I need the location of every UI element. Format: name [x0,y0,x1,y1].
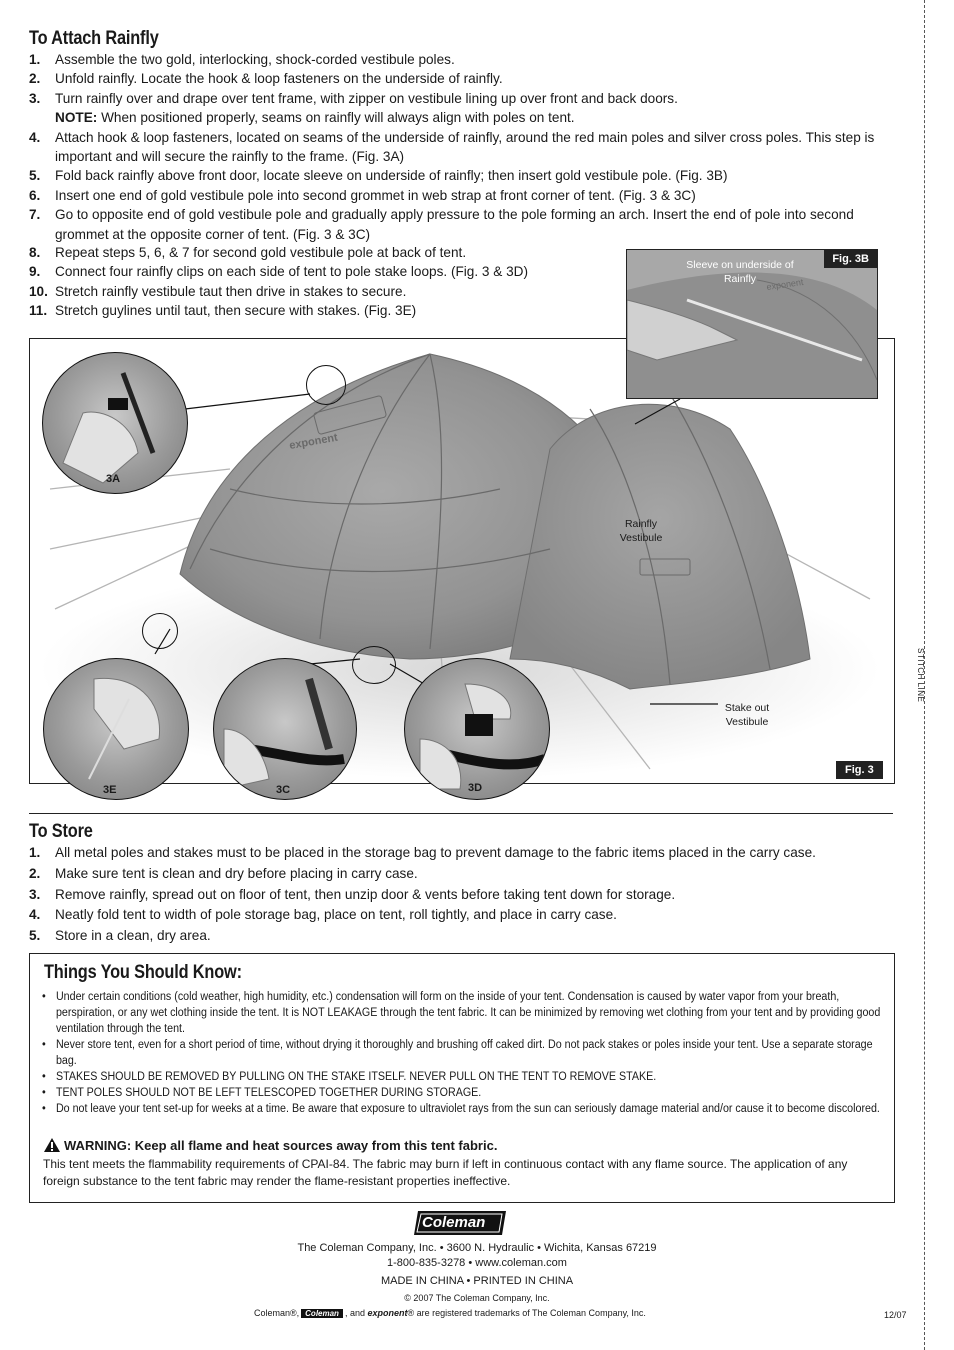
things-to-know-box [29,953,895,1203]
attach-step: 5. Fold back rainfly above front door, locate sleeve on underside of rainfly; then insert gold vestibule pole. (Fig. 3B) [29,168,728,184]
label-3e: 3E [103,784,117,796]
stake-out-vestibule-label: Stake out Vestibule [724,702,770,728]
detail-3e-photo [43,658,189,800]
attach-step: 11. Stretch guylines until taut, then secure with stakes. (Fig. 3E) [29,303,417,319]
list-item: • Do not leave your tent set-up for weeks at a time. Be aware that exposure to ultraviolet rays from the sun can seriously damage material and/or cause it to become discolored. [42,1103,880,1115]
callout-circle-3e [142,613,178,649]
fig-3b-caption: Sleeve on underside of Rainfly [686,259,794,285]
attach-step: 9. Connect four rainfly clips on each side of tent to pole stake loops. (Fig. 3 & 3D) [29,264,529,280]
footer-contact: 1-800-835-3278 • www.coleman.com [387,1257,567,1269]
list-item: • TENT POLES SHOULD NOT BE LEFT TELESCOPED TOGETHER DURING STORAGE. [42,1087,482,1099]
footer-date-code: 12/07 [884,1310,907,1320]
fig-3-tag: Fig. 3 [836,761,883,779]
stitch-line-label: STITCH LINE [916,648,925,703]
coleman-logo [412,1208,508,1238]
tent-brand-text-3b: exponent [765,276,804,292]
attach-step: 10. Stretch rainfly vestibule taut then drive in stakes to secure. [29,283,407,299]
things-to-know-title: Things You Should Know: [44,962,242,983]
things-to-know-list [42,989,884,1117]
store-steps [29,843,891,947]
tent-brand-text: exponent [288,431,339,452]
attach-step: 3. Turn rainfly over and drape over tent frame, with zipper on vestibule lining up over front and back doors. [29,90,678,106]
warning-icon [43,1137,61,1153]
warning-heading: WARNING: Keep all flame and heat sources away from this tent fabric. [43,1137,497,1153]
attach-step: 8. Repeat steps 5, 6, & 7 for second gold vestibule pole at back of tent. [29,245,467,260]
list-item: • Under certain conditions (cold weather, high humidity, etc.) condensation will form on the inside of your tent. Condensation is caused by water vapor from your breath, perspiration, or any wet clothing inside the tent. It is NOT LEAKAGE through the tent fabric. It can be minimized by removing wet clothing from your tent and by providing good ventilation through the tent. [42,991,881,1035]
section-divider [29,813,893,814]
callout-circle-3c [352,646,396,684]
footer-copyright: © 2007 The Coleman Company, Inc. [404,1293,550,1303]
detail-3d-photo [404,658,550,800]
list-item: • STAKES SHOULD BE REMOVED BY PULLING ON THE STAKE ITSELF. NEVER PULL ON THE TENT TO REMOVE STAKE. [42,1071,657,1083]
detail-3c-photo [213,658,357,800]
figure-3b-frame [626,249,878,399]
attach-step: 2. Unfold rainfly. Locate the hook & loop fasteners on the underside of rainfly. [29,71,503,87]
attach-title: To Attach Rainfly [29,28,159,49]
fig-3b-tag: Fig. 3B [824,250,877,268]
store-step: 5. Store in a clean, dry area. [29,928,211,944]
attach-step: 7. Go to opposite end of gold vestibule pole and gradually apply pressure to the pole forming an arch. Insert the end of pole into second grommet at the opposite corner of tent. (Fig. 3 & 3C) [29,207,854,242]
label-3c: 3C [276,784,291,796]
attach-step: 1. Assemble the two gold, interlocking, shock-corded vestibule poles. [29,52,455,67]
store-step: 2. Make sure tent is clean and dry before placing in carry case. [29,865,418,881]
label-3d: 3D [468,782,483,794]
store-step: 4. Neatly fold tent to width of pole storage bag, place on tent, roll tightly, and place in carry case. [29,907,617,923]
warning-text: This tent meets the flammability requirements of CPAI-84. The fabric may burn if left in continuous contact with any flame source. The application of any foreign substance to the tent fabric may render the flame-resistant properties ineffective. [43,1157,848,1188]
attach-step: 4. Attach hook & loop fasteners, located on seams of the underside of rainfly, around the red main poles and silver cross poles. This step is important and will secure the rainfly to the frame. (Fig. 3A) [29,129,875,165]
footer-trademarks: Coleman®, Coleman , and exponent ® are registered trademarks of The Coleman Company, Inc. [254,1308,646,1318]
label-3a: 3A [106,473,121,485]
store-step: 3. Remove rainfly, spread out on floor of tent, then unzip door & vents before taking tent down for storage. [29,886,676,902]
rainfly-vestibule-label: Rainfly Vestibule [619,518,663,544]
store-step: 1. All metal poles and stakes must to be placed in the storage bag to prevent damage to the fabric items placed in the carry case. [29,845,816,860]
callout-circle-3a [306,365,346,405]
attach-note: NOTE: When positioned properly, seams on rainfly will always align with poles on tent. [55,110,575,126]
coleman-logo-text: Coleman [422,1214,486,1231]
footer-address: The Coleman Company, Inc. • 3600 N. Hydraulic • Wichita, Kansas 67219 [297,1242,657,1254]
attach-steps-bottom [29,243,619,321]
attach-steps-top [29,50,885,244]
coleman-logo-small: Coleman [301,1309,343,1318]
footer-made-in: MADE IN CHINA • PRINTED IN CHINA [380,1275,574,1287]
list-item: • Never store tent, even for a short period of time, without drying it thoroughly and brushing off caked dirt. Do not pack stakes or poles inside your tent. Use a separate storage bag. [42,1039,873,1067]
store-title: To Store [29,821,93,842]
attach-step: 6. Insert one end of gold vestibule pole into second grommet in web strap at front corner of tent. (Fig. 3 & 3C) [29,187,696,203]
